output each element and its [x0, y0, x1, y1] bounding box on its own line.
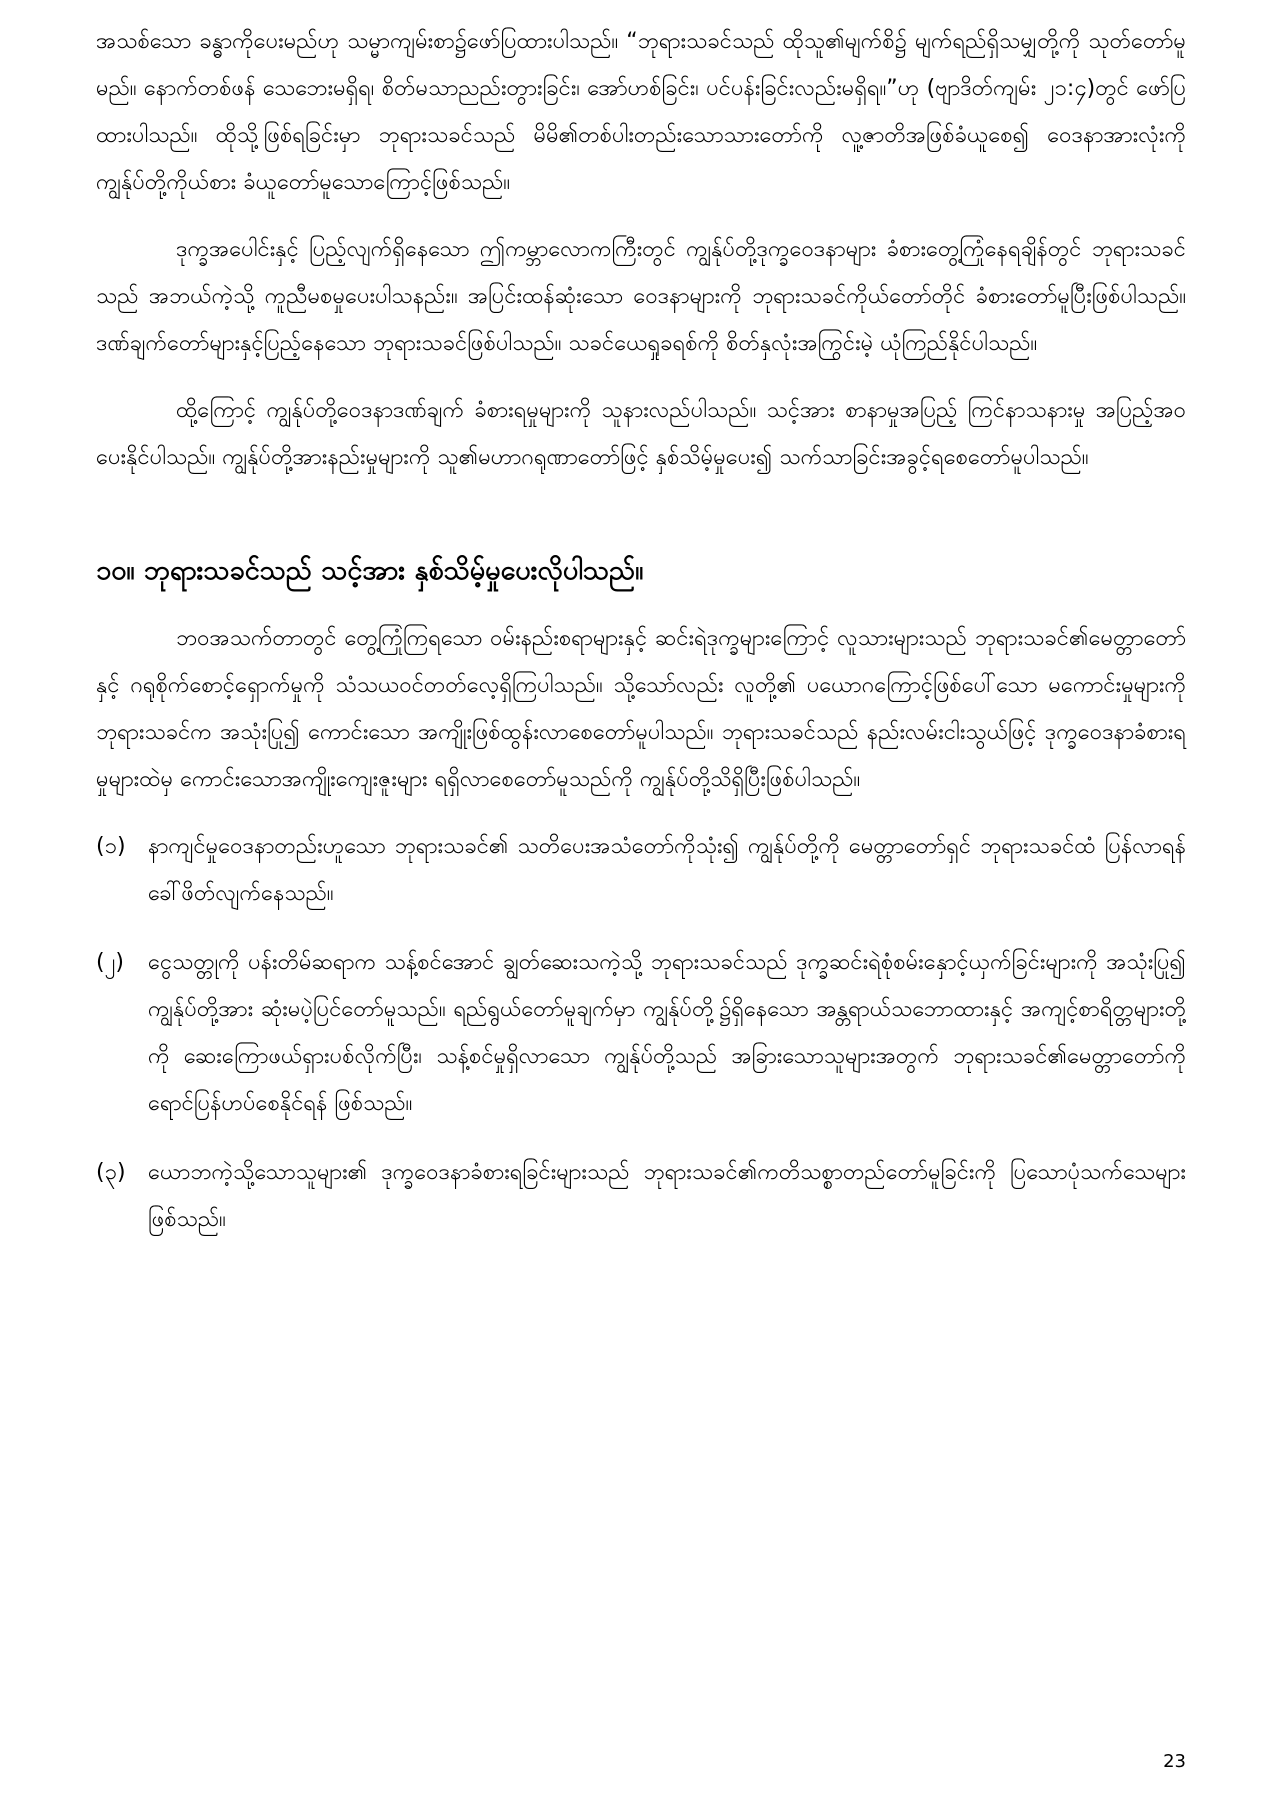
list-item-number: (၁) — [96, 834, 126, 859]
list-item-text: နာကျင်မှုဝေဒနာတည်းဟူသော ဘုရားသခင်၏ သတိပေးအသံတော်ကိုသုံး၍ ကျွန်ုပ်တို့ကို မေတ္တာတော်ရှင် ဘုရားသခင်ထံ ပြန်လာရန်ခေါ်ဖိတ်လျက်နေသည်။ — [148, 834, 1186, 906]
list-item — [96, 823, 1186, 917]
paragraph-suffering-help: ဒုက္ခအပေါင်းနှင့် ပြည့်လျက်ရှိနေသော ဤကမ္ဘာလောကကြီးတွင် ကျွန်ုပ်တို့ဒုက္ခဝေဒနာများ ခံစားတွေ့ကြုံနေရချိန်တွင် ဘုရားသခင်သည် အဘယ်ကဲ့သို့ ကူညီမစမှုပေးပါသနည်း။ အပြင်းထန်ဆုံးသော ဝေဒနာများကို ဘုရားသခင်ကိုယ်တော်တိုင် ခံစားတော်မူပြီးဖြစ်ပါသည်။ ဒဏ်ချက်တော်များနှင့်ပြည့်နေသော ဘုရားသခင်ဖြစ်ပါသည်။ သခင်ယေရှုခရစ်ကို စိတ်နှလုံးအကြွင်းမဲ့ ယုံကြည်နိုင်ပါသည်။ — [96, 237, 1186, 356]
document-page — [96, 18, 1186, 1265]
page-number: 23 — [1163, 1751, 1186, 1772]
section-heading: ၁၀။ ဘုရားသခင်သည် သင့်အား နှစ်သိမ့်မှုပေးလိုပါသည်။ — [96, 555, 644, 586]
list-item-number: (၂) — [96, 950, 124, 975]
list-item — [96, 939, 1186, 1127]
paragraph-comfort: ထို့ကြောင့် ကျွန်ုပ်တို့ဝေဒနာဒဏ်ချက် ခံစားရမှုများကို သူနားလည်ပါသည်။ သင့်အား စာနာမှုအပြည့် ကြင်နာသနားမှု အပြည့်အဝပေးနိုင်ပါသည်။ ကျွန်ုပ်တို့အားနည်းမှုများကို သူ၏မဟာဂရုဏာတော်ဖြင့် နှစ်သိမ့်မှုပေး၍ သက်သာခြင်းအခွင့်ရစေတော်မူပါသည်။ — [96, 398, 1186, 470]
paragraph-revelation: အသစ်သော ခန္ဓာကိုပေးမည်ဟု သမ္မာကျမ်းစာ၌ဖော်ပြထားပါသည်။ “ဘုရားသခင်သည် ထိုသူ၏မျက်စိ၌ မျက်ရည်ရှိသမျှတို့ကို သုတ်တော်မူမည်။ နောက်တစ်ဖန် သေဘေးမရှိရ၊ စိတ်မသာညည်းတွားခြင်း၊ အော်ဟစ်ခြင်း၊ ပင်ပန်းခြင်းလည်းမရှိရ။”ဟု (ဗျာဒိတ်ကျမ်း ၂၁:၄)တွင် ဖော်ပြထားပါသည်။ ထိုသို့ဖြစ်ရခြင်းမှာ ဘုရားသခင်သည် မိမိ၏တစ်ပါးတည်းသောသားတော်ကို လူ့ဇာတိအဖြစ်ခံယူစေ၍ ဝေဒနာအားလုံးကို ကျွန်ုပ်တို့ကိုယ်စား ခံယူတော်မူသောကြောင့်ဖြစ်သည်။ — [96, 29, 1186, 195]
list-item — [96, 1149, 1186, 1243]
section-intro: ဘဝအသက်တာတွင် တွေ့ကြုံကြရသော ဝမ်းနည်းစရာများနှင့် ဆင်းရဲဒုက္ခများကြောင့် လူသားများသည် ဘုရားသခင်၏မေတ္တာတော်နှင့် ဂရုစိုက်စောင့်ရှောက်မှုကို သံသယဝင်တတ်လေ့ရှိကြပါသည်။ သို့သော်လည်း လူတို့၏ ပယောဂကြောင့်ဖြစ်ပေါ်သော မကောင်းမှုများကို ဘုရားသခင်က အသုံးပြု၍ ကောင်းသော အကျိုးဖြစ်ထွန်းလာစေတော်မူပါသည်။ ဘုရားသခင်သည် နည်းလမ်းငါးသွယ်ဖြင့် ဒုက္ခဝေဒနာခံစားရမှုများထဲမှ ကောင်းသောအကျိုးကျေးဇူးများ ရရှိလာစေတော်မူသည်ကို ကျွန်ုပ်တို့သိရှိပြီးဖြစ်ပါသည်။ — [96, 626, 1186, 792]
list-item-number: (၃) — [96, 1160, 126, 1185]
list-item-text: ငွေသတ္တုကို ပန်းတိမ်ဆရာက သန့်စင်အောင် ချွတ်ဆေးသကဲ့သို့ ဘုရားသခင်သည် ဒုက္ခဆင်းရဲစုံစမ်းနှောင့်ယှက်ခြင်းများကို အသုံးပြု၍ ကျွန်ုပ်တို့အား ဆုံးမပဲ့ပြင်တော်မူသည်။ ရည်ရွယ်တော်မူချက်မှာ ကျွန်ုပ်တို့၌ရှိနေသော အန္တရာယ်သဘောထားနှင့် အကျင့်စာရိတ္တများတို့ကို ဆေးကြောဖယ်ရှားပစ်လိုက်ပြီး၊ သန့်စင်မှုရှိလာသော ကျွန်ုပ်တို့သည် အခြားသောသူများအတွက် ဘုရားသခင်၏မေတ္တာတော်ကို ရောင်ပြန်ဟပ်စေနိုင်ရန် ဖြစ်သည်။ — [148, 950, 1186, 1116]
list-item-text: ယောဘကဲ့သို့သောသူများ၏ ဒုက္ခဝေဒနာခံစားရခြင်းများသည် ဘုရားသခင်၏ကတိသစ္စာတည်တော်မူခြင်းကို ပြသောပုံသက်သေများဖြစ်သည်။ — [148, 1160, 1186, 1232]
